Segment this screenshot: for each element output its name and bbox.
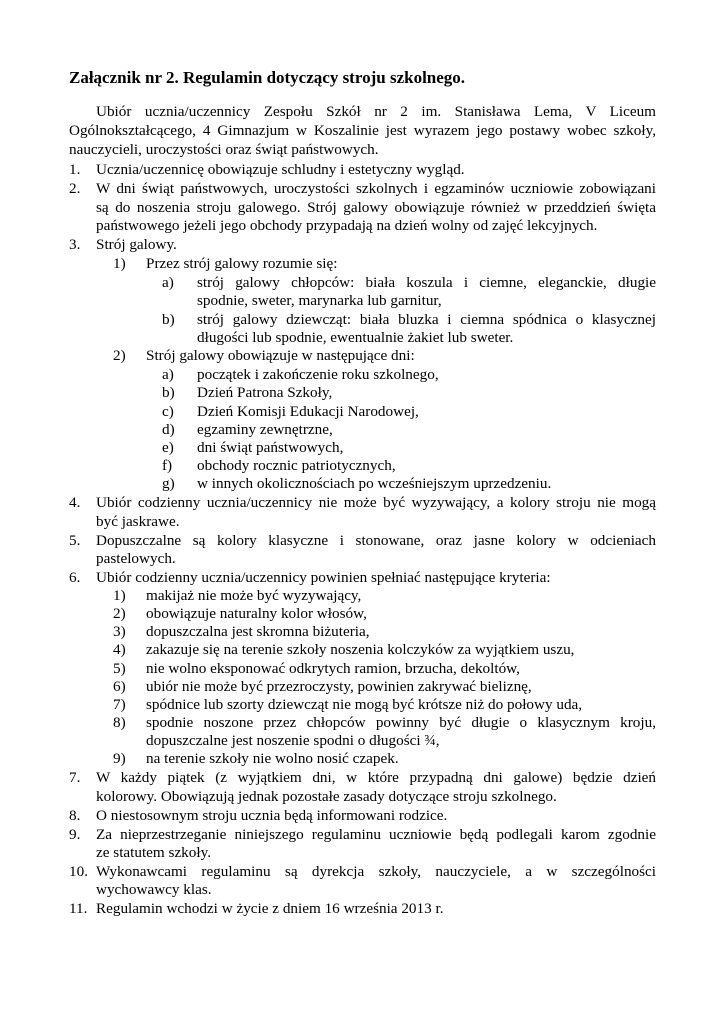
letter-item-number: e)	[162, 439, 174, 456]
item-text: Za nieprzestrzeganie niniejszego regulaminu uczniowie będą podlegali karom zgodnie	[96, 826, 656, 843]
letter-item-text: strój galowy chłopców: biała koszula i ciemne, eleganckie, długie	[197, 274, 656, 291]
letter-item-text: obchody rocznic patriotycznych,	[197, 457, 396, 474]
sub-item-text: zakazuje się na terenie szkoły noszenia kolczyków za wyjątkiem uszu,	[146, 641, 575, 658]
letter-item-text: strój galowy dziewcząt: biała bluzka i ciemna spódnica o klasycznej	[197, 311, 656, 328]
sub-item-number: 9)	[113, 750, 126, 767]
sub-item-text: spódnice lub szorty dziewcząt nie mogą być krótsze niż do połowy uda,	[146, 696, 583, 713]
sub-item-number: 7)	[113, 696, 126, 713]
letter-item-text: dni świąt państwowych,	[197, 439, 344, 456]
item-number: 5.	[69, 532, 81, 549]
item-text: Regulamin wchodzi w życie z dniem 16 września 2013 r.	[96, 900, 444, 917]
item-text: Strój galowy.	[96, 236, 177, 253]
item-text: ze statutem szkoły.	[96, 844, 211, 861]
letter-item-number: a)	[162, 274, 174, 291]
sub-item-text: dopuszczalna jest skromna biżuteria,	[146, 623, 370, 640]
item-text: wychowawcy klas.	[96, 881, 212, 898]
item-number: 9.	[69, 826, 81, 843]
sub-item-text: dopuszczalne jest noszenie spodni o długości ¾,	[146, 732, 440, 749]
item-text: O niestosownym stroju ucznia będą informowani rodzice.	[96, 807, 448, 824]
letter-item-number: f)	[162, 457, 173, 474]
item-number: 10.	[69, 863, 88, 880]
item-text: państwowego jeżeli jego obchody przypadają na dzień wolny od zajęć lekcyjnych.	[96, 217, 598, 234]
item-text: być jaskrawe.	[96, 513, 180, 530]
intro-line: Ubiór ucznia/uczennicy Zespołu Szkół nr 2 im. Stanisława Lema, V Liceum	[96, 103, 656, 120]
sub-item-number: 1)	[113, 587, 126, 604]
sub-item-number: 3)	[113, 623, 126, 640]
item-number: 11.	[69, 900, 88, 917]
letter-item-number: d)	[162, 421, 175, 438]
item-text: W każdy piątek (z wyjątkiem dni, w które przypadną dni galowe) będzie dzień	[96, 769, 656, 786]
document-title: Załącznik nr 2. Regulamin dotyczący stroju szkolnego.	[69, 68, 466, 87]
item-text: pastelowych.	[96, 550, 176, 567]
letter-item-text: Dzień Komisji Edukacji Narodowej,	[197, 403, 419, 420]
sub-item-number: 5)	[113, 660, 126, 677]
item-number: 2.	[69, 180, 81, 197]
sub-item-text: Przez strój galowy rozumie się:	[146, 255, 338, 272]
letter-item-text: egzaminy zewnętrzne,	[197, 421, 333, 438]
letter-item-number: b)	[162, 384, 175, 401]
item-text: Wykonawcami regulaminu są dyrekcja szkoły, nauczyciele, a w szczególności	[96, 863, 656, 880]
letter-item-number: a)	[162, 366, 174, 383]
letter-item-text: w innych okolicznościach po wcześniejszym uprzedzeniu.	[197, 475, 552, 492]
sub-item-number: 8)	[113, 714, 126, 731]
letter-item-text: spodnie, sweter, marynarka lub garnitur,	[197, 292, 442, 309]
letter-item-text: długości lub spodnie, ewentualnie żakiet lub sweter.	[197, 329, 514, 346]
item-text: Ucznia/uczennicę obowiązuje schludny i estetyczny wygląd.	[96, 161, 465, 178]
item-text: są do noszenia stroju galowego. Strój galowy obowiązuje również w przeddzień święta	[96, 199, 656, 216]
item-number: 1.	[69, 161, 81, 178]
sub-item-text: makijaż nie może być wyzywający,	[146, 587, 362, 604]
item-text: kolorowy. Obowiązują jednak pozostałe zasady dotyczące stroju szkolnego.	[96, 788, 557, 805]
item-text: Dopuszczalne są kolory klasyczne i stonowane, oraz jasne kolory w odcieniach	[96, 532, 656, 549]
sub-item-text: spodnie noszone przez chłopców powinny być długie o klasycznym kroju,	[146, 714, 656, 731]
sub-item-number: 1)	[113, 255, 126, 272]
sub-item-text: ubiór nie może być przezroczysty, powinien zakrywać bieliznę,	[146, 678, 532, 695]
letter-item-number: g)	[162, 475, 175, 492]
letter-item-number: c)	[162, 403, 174, 420]
letter-item-text: Dzień Patrona Szkoły,	[197, 384, 333, 401]
item-number: 4.	[69, 494, 81, 511]
sub-item-number: 2)	[113, 347, 126, 364]
letter-item-text: początek i zakończenie roku szkolnego,	[197, 366, 439, 383]
sub-item-text: nie wolno eksponować odkrytych ramion, brzucha, dekoltów,	[146, 660, 520, 677]
item-number: 3.	[69, 236, 81, 253]
item-number: 6.	[69, 569, 81, 586]
item-text: Ubiór codzienny ucznia/uczennicy nie może być wyzywający, a kolory stroju nie mogą	[96, 494, 656, 511]
sub-item-number: 4)	[113, 641, 126, 658]
item-number: 8.	[69, 807, 81, 824]
sub-item-text: na terenie szkoły nie wolno nosić czapek.	[146, 750, 399, 767]
sub-item-number: 6)	[113, 678, 126, 695]
letter-item-number: b)	[162, 311, 175, 328]
item-number: 7.	[69, 769, 81, 786]
item-text: W dni świąt państwowych, uroczystości szkolnych i egzaminów uczniowie zobowiązani	[96, 180, 656, 197]
sub-item-number: 2)	[113, 605, 126, 622]
intro-line: Ogólnokształcącego, 4 Gimnazjum w Koszalinie jest wyrazem jego postawy wobec szkoły,	[69, 122, 656, 139]
sub-item-text: Strój galowy obowiązuje w następujące dni:	[146, 347, 415, 364]
sub-item-text: obowiązuje naturalny kolor włosów,	[146, 605, 367, 622]
item-text: Ubiór codzienny ucznia/uczennicy powinien spełniać następujące kryteria:	[96, 569, 551, 586]
intro-line: nauczycieli, uroczystości oraz świąt państwowych.	[69, 141, 379, 158]
